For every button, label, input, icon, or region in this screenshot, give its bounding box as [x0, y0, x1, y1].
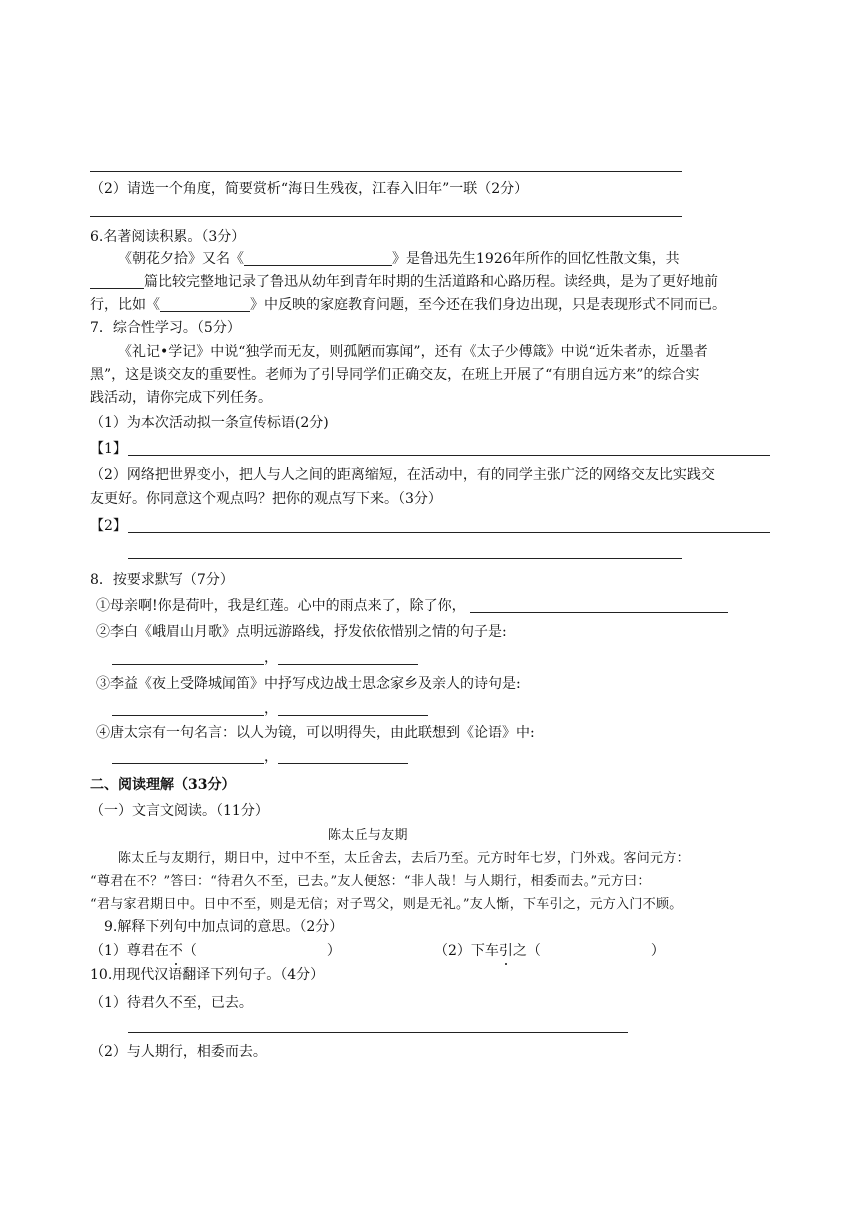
q9-item2-text: （2）下车: [434, 943, 499, 959]
essay-count-blank[interactable]: [90, 274, 144, 289]
opinion-answer-line[interactable]: [128, 532, 770, 533]
q6-heading: 6.名著阅读积累。（3分）: [90, 229, 246, 245]
q10-sentence-2: （2）与人期行，相委而去。: [90, 1044, 267, 1060]
dotted-word: 不: [168, 943, 183, 959]
passage-title: 陈太丘与友期: [328, 828, 408, 843]
q6-line2: [90, 273, 718, 291]
q6-line2-b: 篇比较完整地记录了鲁迅从幼年到青年时期的生活道路和心路历程。读经典，是为了更好地前: [144, 274, 718, 290]
poem-blank[interactable]: [278, 650, 418, 665]
q9-item2-post: 之（: [512, 943, 541, 959]
section2-part1: （一）文言文阅读。（11分）: [90, 803, 269, 819]
q9-item1-text: （1）尊君在: [90, 943, 169, 959]
passage-line-1: 陈太丘与友期行，期日中，过中不至，太丘舍去，去后乃至。元方时年七岁，门外戏。客问元方：: [118, 851, 690, 866]
q8-item3-blanks: [112, 700, 428, 718]
comma: ，: [264, 749, 278, 765]
answer-line: [90, 216, 682, 217]
q6-line1-a: 《朝花夕拾》又名《: [118, 251, 244, 267]
q9-heading: 9.解释下列句中加点词的意思。（2分）: [104, 919, 344, 935]
q7-sub2-b: 友更好。你同意这个观点吗？把你的观点写下来。（3分）: [90, 491, 442, 507]
q8-item4: ④唐太宗有一句名言：以人为镜，可以明得失，由此联想到《论语》中:: [96, 725, 535, 741]
q8-item2: ②李白《峨眉山月歌》点明远游路线，抒发依依惜别之情的句子是:: [96, 624, 507, 640]
q8-item4-blanks: [112, 748, 408, 766]
q8-item3: ③李益《夜上受降城闻笛》中抒写戍边战士思念家乡及亲人的诗句是:: [96, 676, 521, 692]
poem-blank[interactable]: [278, 701, 428, 716]
close-paren: ）: [650, 943, 665, 959]
q8-heading: 8．按要求默写（7分）: [90, 572, 234, 588]
q5-sub2: （2）请选一个角度，简要赏析“海日生残夜，江春入旧年”一联（2分）: [90, 181, 529, 197]
q6-line3: [90, 296, 726, 314]
passage-line-3: “君与家君期日中。日中不至，则是无信；对子骂父，则是无礼。”友人惭，下车引之，元方入门不顾。: [90, 897, 683, 912]
q10-sentence-1: （1）待君久不至，已去。: [90, 995, 253, 1011]
poem-blank[interactable]: [278, 749, 408, 764]
q6-line3-a: 行，比如《: [90, 297, 160, 313]
dotted-word: 引: [498, 943, 513, 959]
poem-blank[interactable]: [112, 749, 264, 764]
q6-line3-b: 》中反映的家庭教育问题，至今还在我们身边出现，只是表现形式不同而已。: [250, 297, 726, 313]
q6-line1-b: 》是鲁迅先生1926年所作的回忆性散文集，共: [392, 251, 680, 267]
q8-item2-blanks: [112, 649, 418, 667]
passage-line-2: “尊君在不？”答曰：“待君久不至，已去。”友人便怒：“非人哉！与人期行，相委而去。”元方曰：: [90, 874, 651, 889]
q7-para-3: 践活动，请你完成下列任务。: [90, 390, 272, 406]
open-paren: （: [182, 943, 197, 959]
q7-para-2: 黑”，这是谈交友的重要性。老师为了引导同学们正确交友，在班上开展了“有朋自远方来”的综合实: [90, 367, 700, 383]
book-alias-blank[interactable]: [244, 251, 392, 266]
poem-blank[interactable]: [470, 598, 728, 613]
q7-tag2: 【2】: [90, 518, 127, 534]
q7-sub2-a: （2）网络把世界变小，把人与人之间的距离缩短，在活动中，有的同学主张广泛的网络交友比实践交: [90, 467, 715, 483]
q9-item2: [434, 942, 665, 960]
q7-sub1: （1）为本次活动拟一条宣传标语(2分): [90, 415, 329, 431]
q7-para-1: 《礼记•学记》中说“独学而无友，则孤陋而寡闻”，还有《太子少傅箴》中说“近朱者赤，近墨者: [118, 344, 708, 360]
translation-answer-line[interactable]: [128, 1032, 628, 1033]
section2-heading: 二、阅读理解（33分）: [90, 777, 236, 793]
essay-title-blank[interactable]: [160, 297, 250, 312]
slogan-answer-line[interactable]: [128, 455, 770, 456]
q9-item1: [90, 942, 341, 960]
q8-item1-text: ①母亲啊!你是荷叶，我是红莲。心中的雨点来了，除了你，: [96, 598, 466, 614]
q6-line1: [118, 250, 680, 268]
poem-blank[interactable]: [112, 650, 264, 665]
q7-heading: 7．综合性学习。（5分）: [90, 320, 241, 336]
comma: ，: [264, 701, 278, 717]
comma: ，: [264, 650, 278, 666]
q7-tag1: 【1】: [90, 441, 127, 457]
q10-heading: 10.用现代汉语翻译下列句子。（4分）: [90, 967, 325, 983]
close-paren: ）: [326, 943, 341, 959]
poem-blank[interactable]: [112, 701, 264, 716]
opinion-answer-line[interactable]: [128, 558, 682, 559]
q8-item1: [96, 597, 728, 615]
answer-line: [90, 171, 682, 172]
